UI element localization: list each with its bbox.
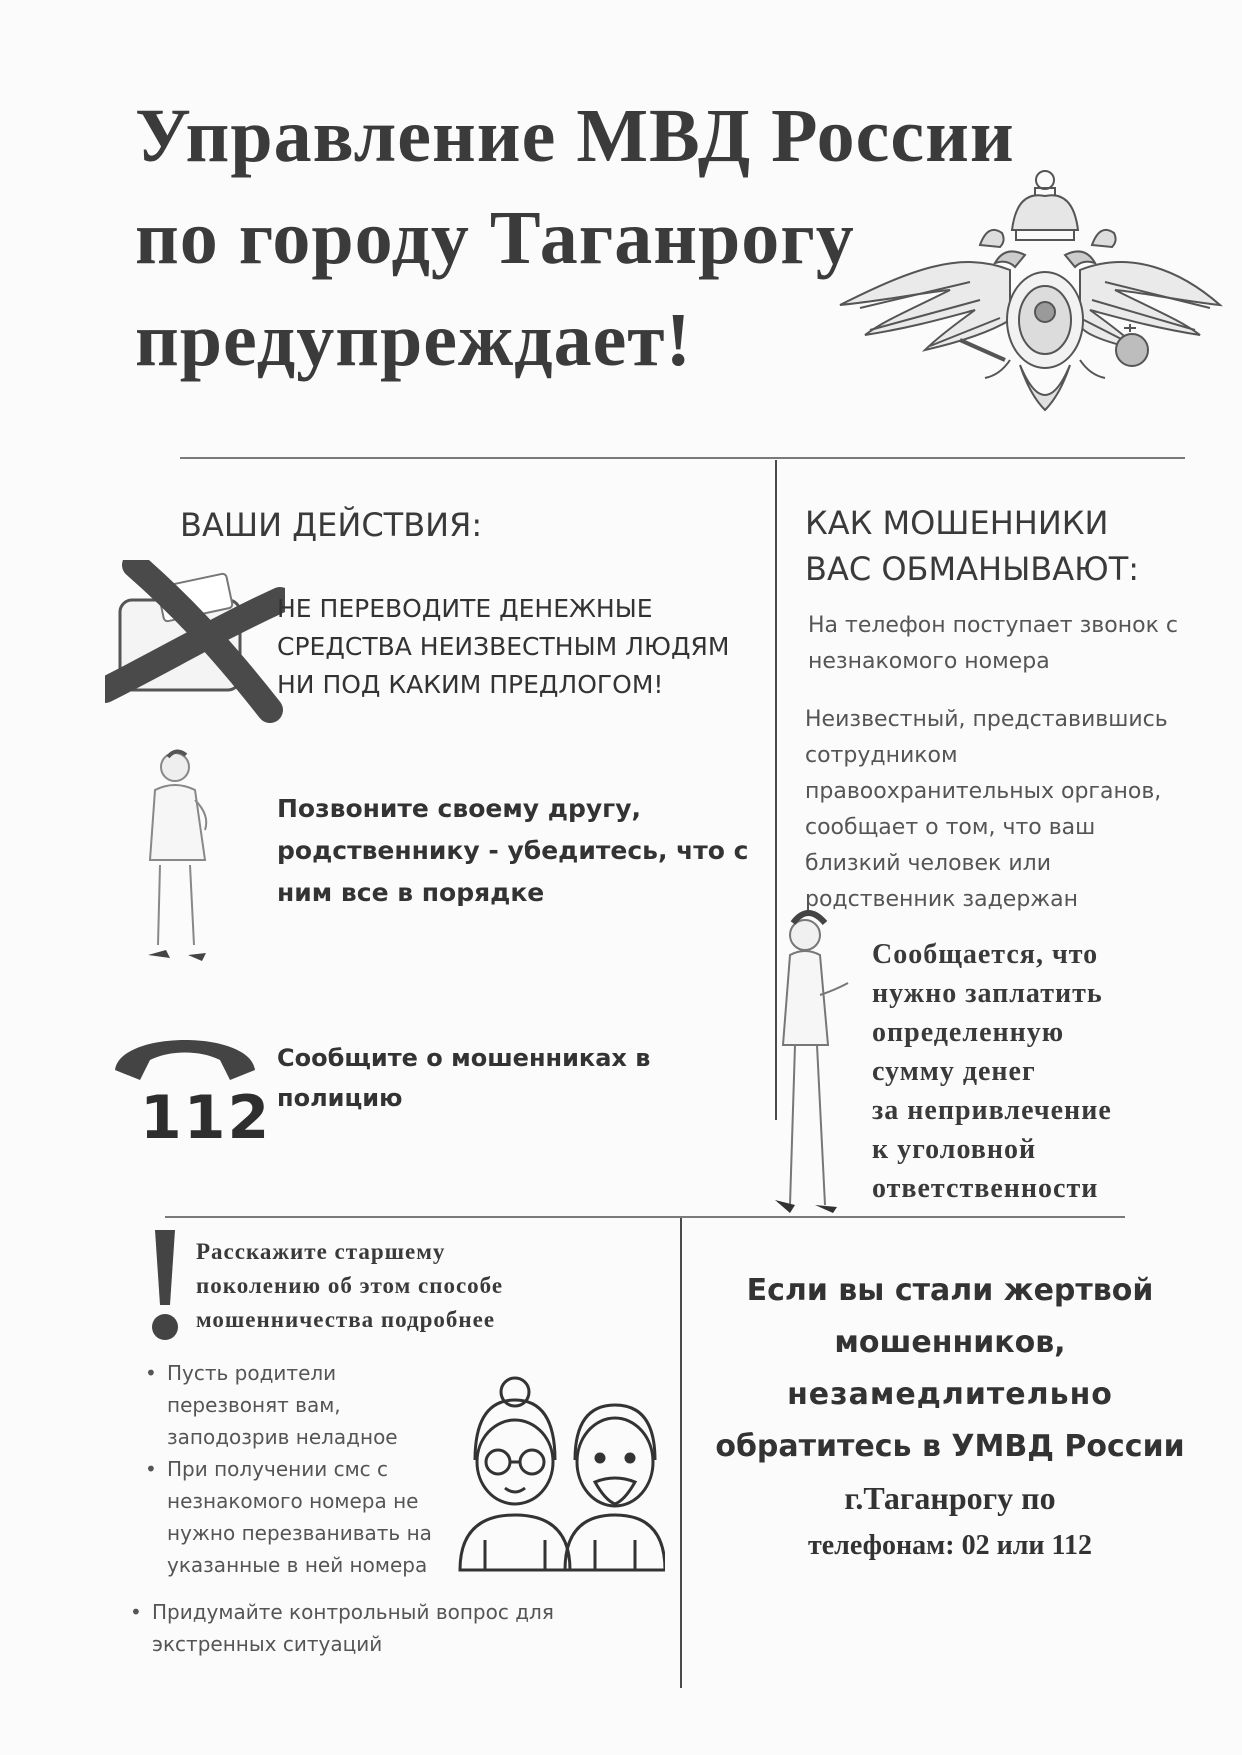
fraud-step-call: На телефон поступает звонок с незнакомого номера: [808, 613, 1178, 674]
crossed-wallet-icon: [105, 560, 285, 735]
person-calling-icon: [140, 745, 230, 980]
fraud-step-demand: Сообщается, что нужно заплатить определенную сумму денег за непривлечение к уголовной ответственности: [872, 939, 1112, 1204]
advice-bullets-2: [130, 1596, 650, 1660]
top-divider: [180, 457, 1185, 459]
mvd-emblem-icon: [830, 160, 1225, 460]
action-no-transfer: НЕ ПЕРЕВОДИТЕ ДЕНЕЖНЫЕ СРЕДСТВА НЕИЗВЕСТНЫМ ЛЮДЯМ НИ ПОД КАКИМ ПРЕДЛОГОМ!: [277, 594, 730, 699]
victim-line-5: г.Таганрогу по: [844, 1480, 1056, 1516]
victim-contact-block: [690, 1265, 1210, 1569]
action-report-police: Сообщите о мошенниках в полицию: [277, 1044, 651, 1112]
exclamation-icon: [150, 1225, 180, 1345]
warning-tell-elders: Расскажите старшему поколению об этом способе мошенничества подробнее: [196, 1239, 504, 1332]
woman-phone-icon: [765, 905, 855, 1215]
action-call-relative: Позвоните своему другу, родственнику - убедитесь, что с ним все в порядке: [277, 794, 749, 907]
victim-line-6: телефонам: 02 или 112: [808, 1530, 1092, 1561]
fraud-methods-heading: КАК МОШЕННИКИ ВАС ОБМАНЫВАЮТ:: [805, 504, 1140, 588]
victim-line-1: Если вы стали жертвой: [746, 1273, 1154, 1308]
title-line-3: предупреждает!: [135, 298, 692, 382]
advice-bullets-1: [145, 1357, 455, 1581]
elderly-couple-icon: [455, 1370, 665, 1575]
middle-divider: [165, 1216, 1125, 1218]
title-line-2: по городу Таганрогу: [135, 196, 855, 280]
fraud-step-impersonation: Неизвестный, представившись сотрудником правоохранительных органов, сообщает о том, что ваш близкий человек или родственник задержан: [805, 707, 1168, 912]
title-line-1: Управление МВД России: [135, 94, 1015, 178]
victim-line-3: незамедлительно: [787, 1377, 1113, 1412]
bottom-divider: [680, 1218, 682, 1688]
advice-callback: • Пусть родители перезвонят вам, заподозрив неладное: [145, 1357, 455, 1453]
advice-sms: • При получении смс с незнакомого номера не нужно перезванивать на указанные в ней номера: [145, 1453, 455, 1581]
actions-heading: ВАШИ ДЕЙСТВИЯ:: [180, 506, 483, 544]
victim-line-4: обратитесь в УМВД России: [715, 1429, 1185, 1464]
emergency-number: 112: [140, 1083, 272, 1153]
advice-control-question: • Придумайте контрольный вопрос для экстренных ситуаций: [130, 1596, 650, 1660]
victim-line-2: мошенников,: [834, 1325, 1066, 1360]
